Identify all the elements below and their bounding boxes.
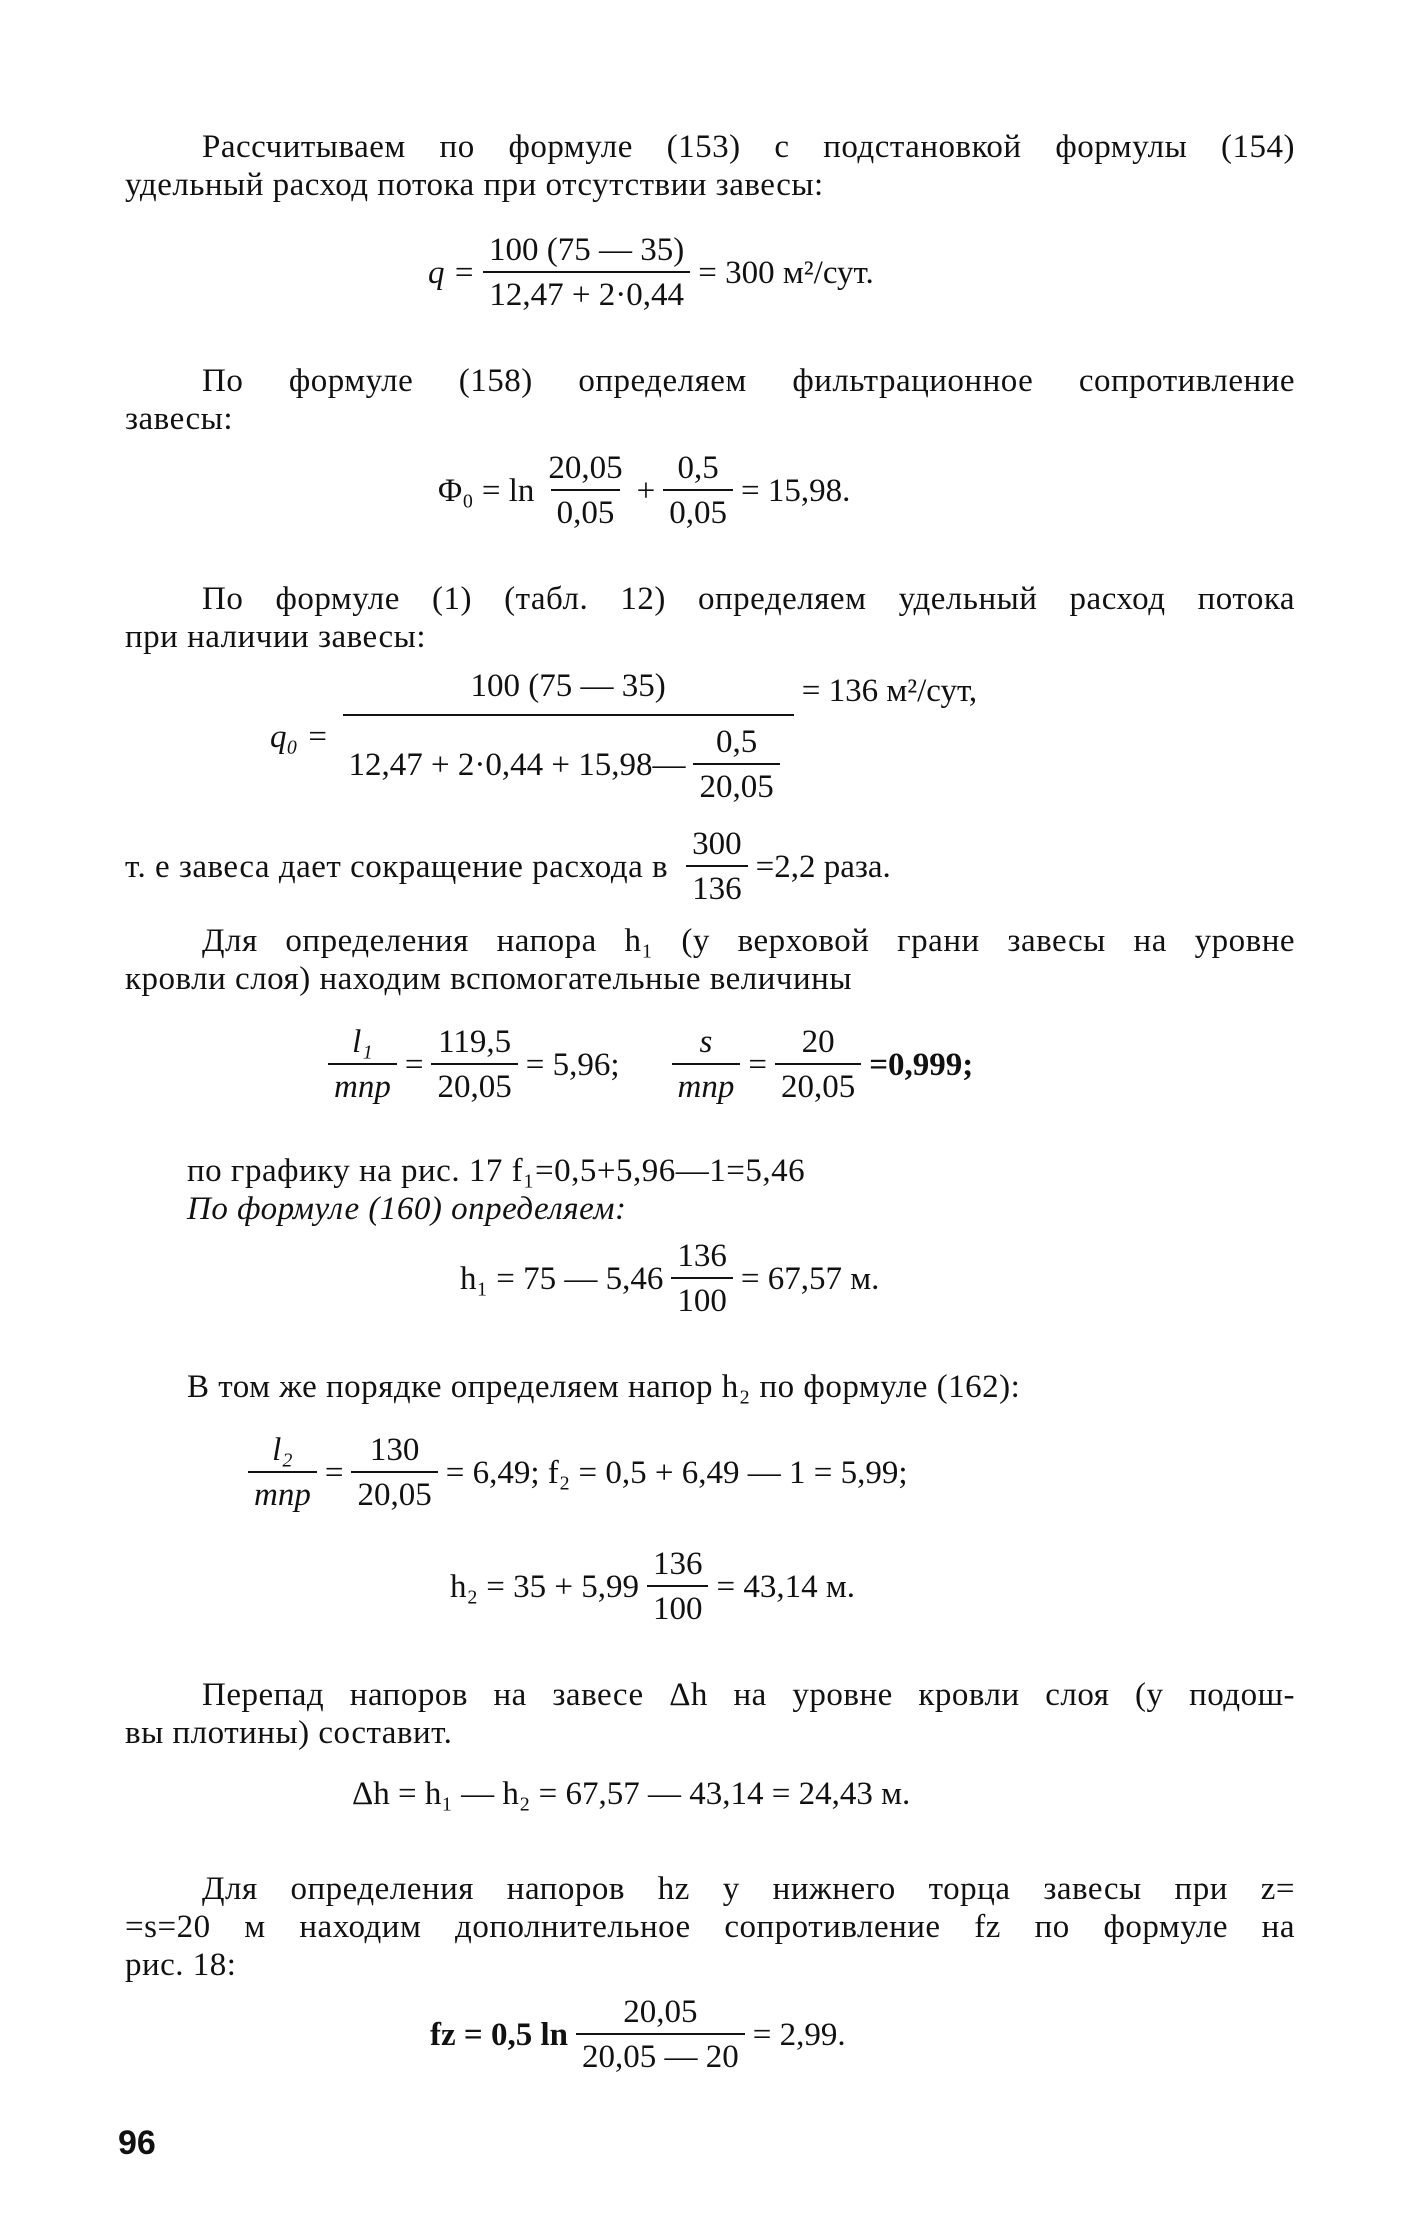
paragraph-line: завесы: <box>125 401 234 437</box>
numerator: 130 <box>369 1432 420 1468</box>
numerator: 20,05 <box>623 1994 698 2030</box>
paragraph-9 <box>125 1870 1295 1984</box>
paragraph-rhs: =2,2 раза. <box>755 848 891 885</box>
numerator: 100 (75 — 35) <box>470 668 666 704</box>
equation-rhs: = 2,99. <box>752 2016 846 2053</box>
fraction <box>431 1024 517 1105</box>
equation-rhs: = 6,49; f₂ = 0,5 + 6,49 — 1 = 5,99; <box>445 1454 908 1491</box>
fraction <box>647 1546 709 1627</box>
equation-fz <box>430 1994 846 2075</box>
numerator: 300 <box>692 826 742 862</box>
denominator: mпр <box>328 1063 397 1105</box>
equation-lhs: h₁ = 75 — 5,46 <box>460 1260 664 1297</box>
fraction <box>576 1994 745 2075</box>
equation-lhs: q = <box>428 254 476 291</box>
denominator: 100 <box>671 1277 733 1319</box>
paragraph-text: т. е завеса дает сокращение расхода в <box>125 848 669 885</box>
paragraph-line: По формуле (158) определяем фильтрационное сопротивление <box>202 363 1295 399</box>
paragraph-line: кровли слоя) находим вспомогательные величины <box>125 961 852 997</box>
equation-rhs: = 136 м²/сут, <box>801 672 978 709</box>
equals-sign: = <box>404 1046 424 1083</box>
paragraph-5 <box>125 922 1295 998</box>
equation-text: Δh = h₁ — h₂ = 67,57 — 43,14 = 24,43 м. <box>352 1776 911 1812</box>
denominator: 136 <box>686 865 748 907</box>
paragraph-line: По формуле (160) определяем: <box>187 1191 627 1227</box>
numerator: 0,5 <box>677 450 719 486</box>
equation-delta-h <box>352 1776 910 1812</box>
denominator: 20,05 <box>693 763 779 805</box>
paragraph-line: рис. 18: <box>125 1947 237 1983</box>
fraction <box>671 1238 733 1319</box>
equation-l2 <box>240 1432 908 1513</box>
denominator: 20,05 <box>775 1063 861 1105</box>
result: =0,999; <box>869 1046 974 1083</box>
fraction <box>343 668 794 805</box>
fraction <box>328 1024 397 1105</box>
fraction <box>248 1432 317 1513</box>
numerator: s <box>699 1024 713 1060</box>
equation-q0 <box>270 668 977 805</box>
equation-ratios <box>320 1024 973 1105</box>
paragraph-line: при наличии завесы: <box>125 619 426 655</box>
paragraph-2 <box>125 362 1295 438</box>
denominator: 20,05 <box>351 1471 437 1513</box>
numerator: 119,5 <box>438 1024 512 1060</box>
equation-lhs: fz = 0,5 ln <box>430 2016 568 2053</box>
numerator: l₁ <box>352 1024 373 1060</box>
equation-lhs: h₂ = 35 + 5,99 <box>450 1568 639 1605</box>
denominator: 12,47 + 2·0,44 <box>483 271 690 313</box>
result: = 5,96; <box>525 1046 620 1083</box>
denominator: mпр <box>672 1063 741 1105</box>
equation-lhs: Φ₀ = ln <box>438 472 535 509</box>
fraction <box>351 1432 437 1513</box>
denominator: 0,05 <box>551 489 621 531</box>
paragraph-line: Для определения напоров hz у нижнего торца завесы при z= <box>202 1871 1295 1907</box>
paragraph-line: По формуле (1) (табл. 12) определяем удельный расход потока <box>202 581 1295 617</box>
equation-h2 <box>450 1546 855 1627</box>
paragraph-8 <box>125 1676 1295 1752</box>
paragraph-line: Перепад напоров на завесе Δh на уровне кровли слоя (у подош- <box>202 1677 1295 1713</box>
plus-sign: + <box>636 472 656 509</box>
numerator: 136 <box>652 1546 703 1582</box>
fraction <box>542 450 628 531</box>
denominator-text: 12,47 + 2·0,44 + 15,98— <box>348 746 686 783</box>
denominator: 20,05 <box>431 1063 517 1105</box>
paragraph-line: =s=20 м находим дополнительное сопротивление fz по формуле на <box>125 1909 1295 1945</box>
fraction <box>663 450 733 531</box>
fraction <box>483 232 690 313</box>
paragraph-4 <box>125 826 891 907</box>
equation-q <box>428 232 874 313</box>
fraction <box>672 1024 741 1105</box>
denominator: 0,05 <box>663 489 733 531</box>
page-number: 96 <box>118 2124 156 2162</box>
numerator: 0,5 <box>715 724 758 760</box>
equation-rhs: = 15,98. <box>741 472 851 509</box>
equation-rhs: = 300 м²/сут. <box>698 254 874 291</box>
equals-sign: = <box>748 1046 767 1083</box>
equation-phi0 <box>438 450 850 531</box>
paragraph-line: В том же порядке определяем напор h₂ по формуле (162): <box>187 1369 1021 1405</box>
fraction <box>775 1024 861 1105</box>
paragraph-line: Для определения напора h₁ (у верховой грани завесы на уровне <box>202 923 1295 959</box>
equation-h1 <box>460 1238 879 1319</box>
paragraph-1 <box>125 128 1295 204</box>
numerator: 136 <box>677 1238 727 1274</box>
equation-lhs: q₀ = <box>270 718 329 755</box>
numerator: 100 (75 — 35) <box>489 232 685 268</box>
paragraph-line: удельный расход потока при отсутствии завесы: <box>125 167 824 203</box>
equals-sign: = <box>324 1454 344 1491</box>
paragraph-line: по графику на рис. 17 f₁=0,5+5,96—1=5,46 <box>187 1153 806 1189</box>
denominator: 20,05 — 20 <box>576 2033 745 2075</box>
paragraph-6 <box>187 1152 1357 1228</box>
paragraph-line: Рассчитываем по формуле (153) с подстановкой формулы (154) <box>202 129 1295 165</box>
paragraph-3 <box>125 580 1295 656</box>
paragraph-line: вы плотины) составит. <box>125 1715 453 1751</box>
denominator <box>343 714 794 805</box>
numerator: 20 <box>801 1024 835 1060</box>
numerator: l₂ <box>272 1432 293 1468</box>
denominator: 100 <box>647 1585 709 1627</box>
numerator: 20,05 <box>548 450 623 486</box>
equation-rhs: = 43,14 м. <box>716 1568 855 1605</box>
denominator: mпр <box>248 1471 317 1513</box>
paragraph-7 <box>187 1368 1357 1406</box>
nested-fraction <box>693 724 779 805</box>
equation-rhs: = 67,57 м. <box>740 1260 880 1297</box>
fraction <box>686 826 748 907</box>
